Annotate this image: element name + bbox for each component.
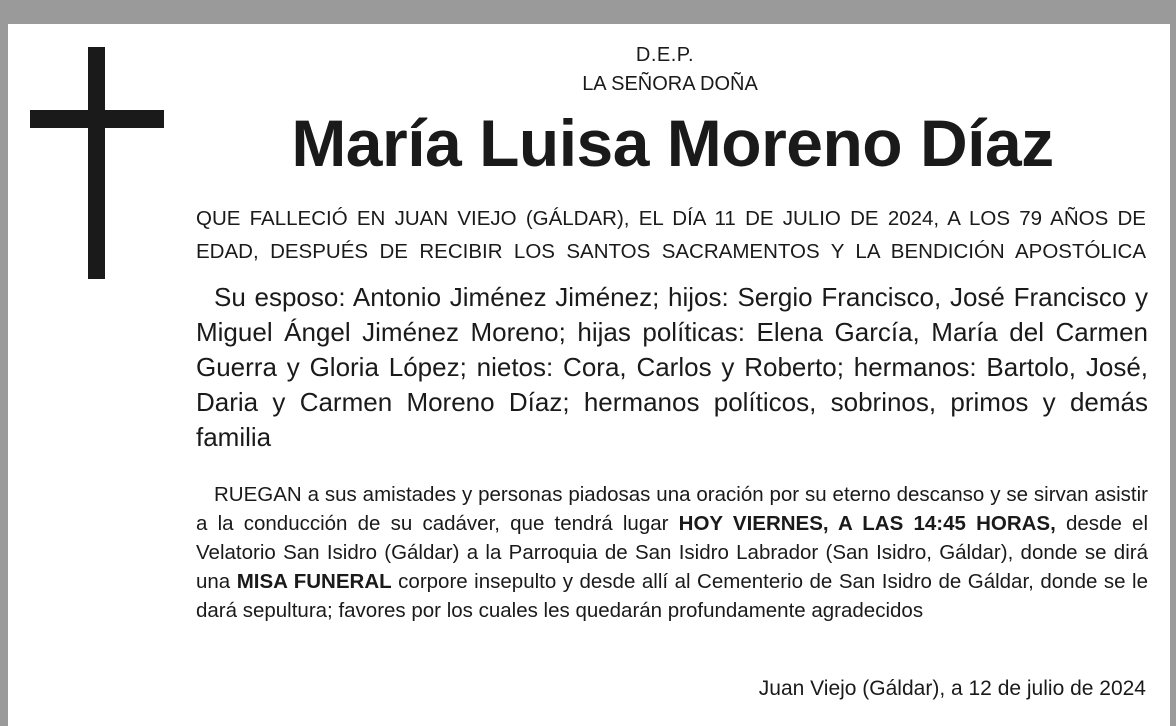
frame-top xyxy=(0,0,1176,24)
family-paragraph xyxy=(196,280,1148,455)
honorific: LA SEÑORA DOÑA xyxy=(582,73,758,95)
death-details-line-1: QUE FALLECIÓ EN JUAN VIEJO (GÁLDAR), EL DÍA 11 DE JULIO DE 2024, A LOS 79 AÑOS DE xyxy=(196,207,1146,230)
dep-heading: D.E.P. xyxy=(635,44,695,66)
place-date-signoff: Juan Viejo (Gáldar), a 12 de julio de 2024 xyxy=(758,677,1146,700)
death-details xyxy=(196,202,1146,268)
frame-right xyxy=(1170,0,1176,726)
request-text-3: corpore insepulto y desde allí al Cementerio de San Isidro de Gáldar, donde se le dará sepultura; favores por los cuales les quedarán profundamente agradecidos xyxy=(196,570,1148,622)
deceased-name: María Luisa Moreno Díaz xyxy=(291,106,1054,180)
request-mass: MISA FUNERAL xyxy=(236,570,392,593)
request-paragraph xyxy=(196,480,1148,625)
frame-left xyxy=(0,0,8,726)
cross-vertical-beam xyxy=(88,47,105,279)
cross-horizontal-beam xyxy=(30,110,164,128)
request-text-2: desde el Velatorio San Isidro (Gáldar) a la Parroquia de San Isidro Labrador (San Isidro, Gáldar), donde se dirá una xyxy=(196,512,1149,593)
request-text-1: RUEGAN a sus amistades y personas piadosas una oración por su eterno descanso y se sirvan asistir a la conducción de su cadáver, que tendrá lugar xyxy=(196,483,1148,535)
request-time: HOY VIERNES, A LAS 14:45 HORAS, xyxy=(678,512,1056,535)
death-details-line-2: EDAD, DESPUÉS DE RECIBIR LOS SANTOS SACRAMENTOS Y LA BENDICIÓN APOSTÓLICA xyxy=(196,240,1146,263)
family-text: Su esposo: Antonio Jiménez Jiménez; hijos: Sergio Francisco, José Francisco y Miguel Ángel Jiménez Moreno; hijas políticas: Elena García, María del Carmen Guerra y Gloria López; nietos: Cora, Carlos y Roberto; hermanos: Bartolo, José, Daria y Carmen Moreno Díaz; hermanos políticos, sobrinos, primos y demás familia xyxy=(196,282,1148,452)
